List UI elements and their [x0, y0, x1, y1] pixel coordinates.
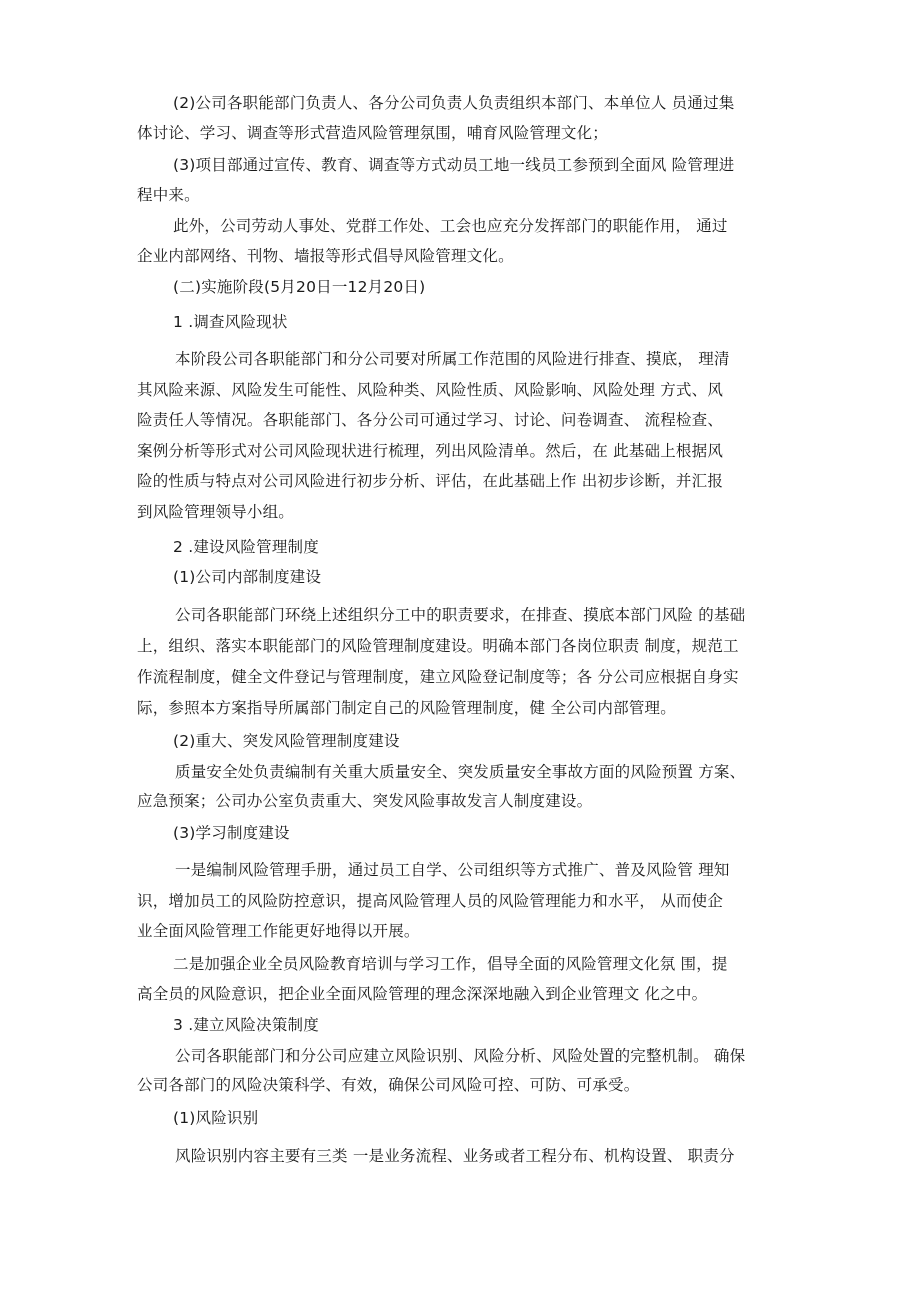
text-line: 高全员的风险意识，把企业全面风险管理的理念深深地融入到企业管理文 化之中。 [137, 985, 708, 1003]
subsection-heading: 3 .建立风险决策制度 [173, 1016, 319, 1034]
text-line: 程中来。 [137, 186, 200, 204]
text-line: 体讨论、学习、调查等形式营造风险管理氛围，哺育风险管理文化； [137, 124, 609, 142]
text-line: 业全面风险管理工作能更好地得以开展。 [137, 922, 420, 940]
text-line: 险责任人等情况。各职能部门、各分公司可通过学习、讨论、问卷调查、 流程检查、 [137, 411, 724, 429]
text-line: 案例分析等形式对公司风险现状进行梳理，列出风险清单。然后，在 此基础上根据风 [137, 442, 724, 460]
text-line: 识，增加员工的风险防控意识，提高风险管理人员的风险管理能力和水平， 从而使企 [137, 892, 724, 910]
text-line: 应急预案；公司办公室负责重大、突发风险事故发言人制度建设。 [137, 792, 593, 810]
text-line: 作流程制度，健全文件登记与管理制度，建立风险登记制度等；各 分公司应根据自身实 [137, 668, 739, 686]
section-heading: (二)实施阶段(5月20日一12月20日) [173, 278, 426, 296]
subsection-heading: (2)重大、突发风险管理制度建设 [173, 732, 400, 750]
subsection-heading: 1 .调查风险现状 [173, 313, 288, 331]
text-line: 二是加强企业全员风险教育培训与学习工作，倡导全面的风险管理文化氛 围，提 [173, 955, 728, 973]
text-line: 际，参照本方案指导所属部门制定自己的风险管理制度，健 全公司内部管理。 [137, 699, 676, 717]
text-line: 本阶段公司各职能部门和分公司要对所属工作范围的风险进行排查、摸底， 理清 [175, 350, 730, 368]
subsection-heading: (3)学习制度建设 [173, 824, 290, 842]
text-line: 公司各职能部门和分公司应建立风险识别、风险分析、风险处置的完整机制。 确保 [175, 1047, 746, 1065]
text-line: 险的性质与特点对公司风险进行初步分析、评估，在此基础上作 出初步诊断，并汇报 [137, 472, 724, 490]
text-line: 公司各职能部门环绕上述组织分工中的职责要求，在排查、摸底本部门风险 的基础 [175, 606, 746, 624]
text-line: 质量安全处负责编制有关重大质量安全、突发质量安全事故方面的风险预置 方案、 [175, 763, 746, 781]
text-line: 风险识别内容主要有三类 一是业务流程、业务或者工程分布、机构设置、 职责分 [175, 1147, 735, 1165]
text-line: 此外，公司劳动人事处、党群工作处、工会也应充分发挥部门的职能作用， 通过 [173, 217, 728, 235]
subsection-heading: (1)公司内部制度建设 [173, 568, 322, 586]
text-line: 一是编制风险管理手册，通过员工自学、公司组织等方式推广、普及风险管 理知 [175, 861, 730, 879]
subsection-heading: 2 .建设风险管理制度 [173, 538, 319, 556]
text-line: 到风险管理领导小组。 [137, 503, 295, 521]
text-line: (3)项目部通过宣传、教育、调查等方式动员工地一线员工参预到全面风 险管理进 [173, 156, 735, 174]
text-line: 公司各部门的风险决策科学、有效，确保公司风险可控、可防、可承受。 [137, 1076, 640, 1094]
text-line: 上，组织、落实本职能部门的风险管理制度建设。明确本部门各岗位职责 制度，规范工 [137, 637, 739, 655]
text-line: (2)公司各职能部门负责人、各分公司负责人负责组织本部门、本单位人 员通过集 [173, 94, 735, 112]
text-line: 其风险来源、风险发生可能性、风险种类、风险性质、风险影响、风险处理 方式、风 [137, 381, 724, 399]
text-line: 企业内部网络、刊物、墙报等形式倡导风险管理文化。 [137, 247, 514, 265]
subsection-heading: (1)风险识别 [173, 1109, 259, 1127]
